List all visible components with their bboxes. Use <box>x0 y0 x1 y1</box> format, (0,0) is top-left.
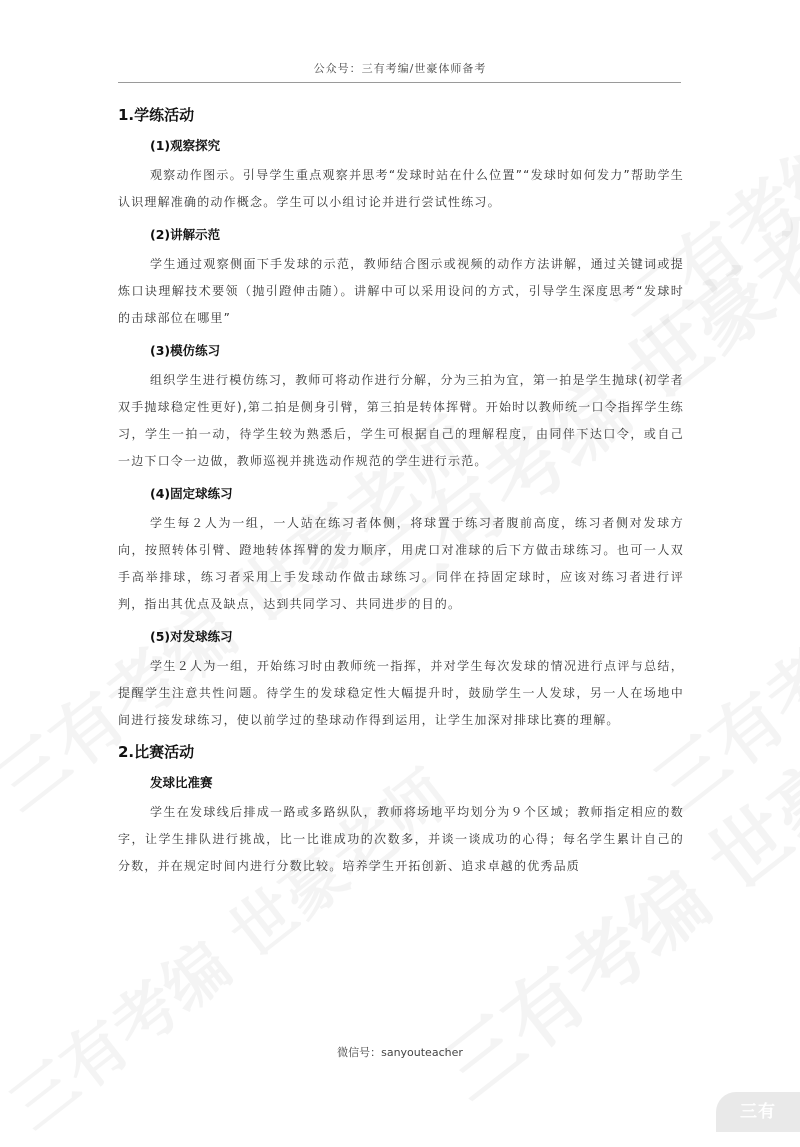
page-header: 公众号：三有考编/世豪体师备考 <box>313 62 487 75</box>
section-heading: 1.学练活动 <box>118 106 195 124</box>
subsection-heading: (1)观察探究 <box>150 138 221 153</box>
subsection-heading: (5)对发球练习 <box>150 629 233 644</box>
subsection-heading: (3)模仿练习 <box>150 343 221 358</box>
section-competition-activities <box>118 737 684 880</box>
paragraph: 学生每２人为一组，一人站在练习者体侧，将球置于练习者腹前高度，练习者侧对发球方向，按照转体引臂、蹬地转体挥臂的发力顺序，用虎口对准球的后下方做击球练习。也可一人双手高举排球，练习者采用上手发球动作做击球练习。同伴在持固定球时，应该对练习者进行评判，指出其优点及缺点，达到共同学习、共同进步的目的。 <box>118 516 684 611</box>
header-divider <box>118 82 681 83</box>
paragraph: 学生通过观察侧面下手发球的示范，教师结合图示或视频的动作方法讲解，通过关键词或提炼口诀理解技术要领（抛引蹬伸击随）。讲解中可以采用设问的方式，引导学生深度思考“发球时的击球部位在哪里” <box>118 257 684 325</box>
paragraph: 学生在发球线后排成一路或多路纵队，教师将场地平均划分为９个区域；教师指定相应的数字，让学生排队进行挑战，比一比谁成功的次数多，并谈一谈成功的心得；每名学生累计自己的分数，并在规定时间内进行分数比较。培养学生开拓创新、追求卓越的优秀品质 <box>118 805 684 873</box>
corner-logo-badge: 三有 <box>716 1092 800 1132</box>
paragraph: 组织学生进行模仿练习，教师可将动作进行分解，分为三拍为宜，第一拍是学生抛球(初学者双手抛球稳定性更好),第二拍是侧身引臂，第三拍是转体挥臂。开始时以教师统一口令指挥学生练习，学生一拍一动，待学生较为熟悉后，学生可根据自己的理解程度，由同伴下达口令，或自己一边下口令一边做，教师巡视并挑选动作规范的学生进行示范。 <box>118 373 684 468</box>
section-practice-activities <box>118 100 684 734</box>
subsection-heading: 发球比准赛 <box>150 775 213 790</box>
paragraph: 学生２人为一组，开始练习时由教师统一指挥，并对学生每次发球的情况进行点评与总结，提醒学生注意共性问题。待学生的发球稳定性大幅提升时，鼓励学生一人发球，另一人在场地中间进行接发球练习，使以前学过的垫球动作得到运用，让学生加深对排球比赛的理解。 <box>118 659 684 727</box>
subsection-heading: (4)固定球练习 <box>150 486 233 501</box>
page-footer: 微信号：sanyouteacher <box>337 1046 463 1059</box>
subsection-heading: (2)讲解示范 <box>150 227 221 242</box>
section-heading: 2.比赛活动 <box>118 743 195 761</box>
paragraph: 观察动作图示。引导学生重点观察并思考“发球时站在什么位置”“发球时如何发力”帮助学生认识理解准确的动作概念。学生可以小组讨论并进行尝试性练习。 <box>118 168 684 209</box>
document-body <box>118 100 684 883</box>
